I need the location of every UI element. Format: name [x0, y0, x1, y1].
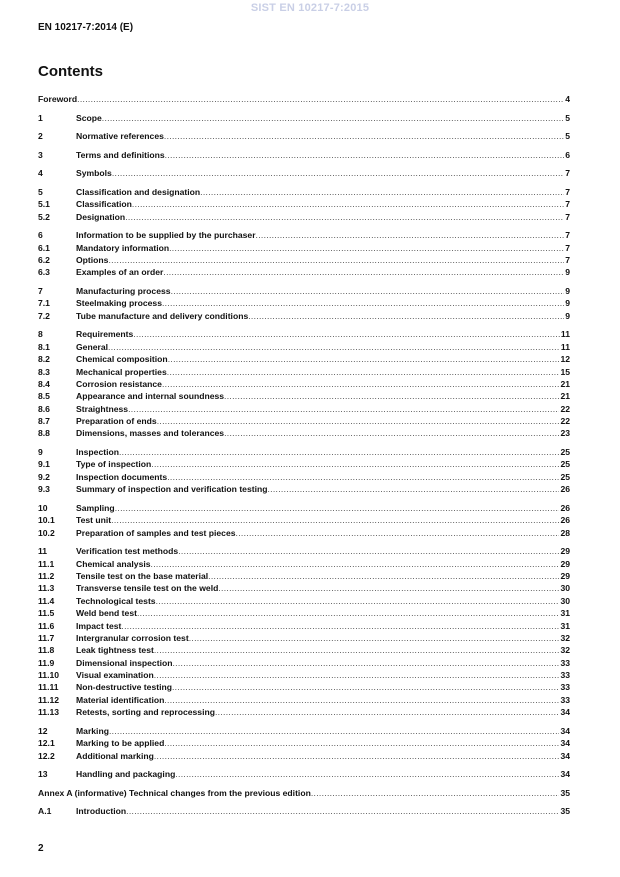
toc-entry[interactable]: [38, 149, 570, 161]
toc-entry[interactable]: [38, 527, 570, 539]
toc-dot-leader: [156, 595, 560, 607]
toc-entry[interactable]: [38, 297, 570, 309]
toc-entry-page: 6: [565, 149, 570, 160]
toc-entry-number: 6: [38, 230, 43, 241]
toc-entry-page: 7: [565, 230, 570, 241]
toc-entry-label: Requirements: [76, 329, 134, 340]
toc-entry-page: 34: [560, 738, 570, 749]
toc-entry-label: Normative references: [76, 131, 164, 142]
toc-entry[interactable]: [38, 167, 570, 179]
toc-entry[interactable]: [38, 669, 570, 681]
toc-entry-number: 11.8: [38, 645, 55, 656]
toc-dot-leader: [164, 737, 559, 749]
toc-entry-label: Introduction: [76, 806, 127, 817]
toc-entry-number: 1: [38, 112, 43, 123]
toc-entry-number: A.1: [38, 806, 52, 817]
toc-entry-page: 21: [560, 378, 570, 389]
toc-dot-leader: [125, 211, 564, 223]
toc-entry-label: Tube manufacture and delivery conditions: [76, 310, 249, 321]
toc-entry-label: Options: [76, 255, 109, 266]
toc-entry-number: 11.12: [38, 694, 60, 705]
toc-entry-page: 23: [560, 428, 570, 439]
toc-entry-label: Appearance and internal soundness: [76, 391, 225, 402]
toc-entry[interactable]: [38, 787, 570, 799]
toc-entry-label: Technological tests: [76, 595, 156, 606]
toc-dot-leader: [171, 285, 565, 297]
toc-entry-number: 7: [38, 286, 43, 296]
toc-entry[interactable]: [38, 254, 570, 266]
toc-entry-label: General: [76, 341, 109, 352]
toc-entry-number: 8: [38, 329, 43, 340]
toc-entry-label: Marking to be applied: [76, 738, 165, 749]
toc-entry-number: 9.2: [38, 471, 50, 482]
toc-entry-number: 11.4: [38, 595, 55, 606]
toc-entry-label: Terms and definitions: [76, 149, 165, 160]
toc-entry-page: 22: [560, 403, 570, 414]
toc-entry-label: Impact test: [76, 620, 122, 631]
toc-entry-number: 6.2: [38, 255, 50, 266]
toc-entry-number: 11.13: [38, 707, 60, 718]
toc-entry[interactable]: [38, 211, 570, 223]
toc-entry-number: 9: [38, 447, 43, 458]
toc-entry-page: 35: [560, 806, 570, 817]
toc-entry[interactable]: [38, 93, 570, 105]
toc-entry-label: Chemical composition: [76, 354, 168, 365]
toc-entry[interactable]: [38, 229, 570, 241]
toc-dot-leader: [154, 669, 560, 681]
toc-entry-label: Preparation of samples and test pieces: [76, 527, 236, 538]
toc-entry-label: Steelmaking process: [76, 298, 162, 309]
toc-entry-page: 29: [560, 570, 570, 581]
toc-entry-page: 11: [560, 341, 570, 352]
toc-entry-label: Inspection documents: [76, 471, 168, 482]
toc-dot-leader: [164, 694, 559, 706]
page-number: 2: [38, 843, 44, 854]
toc-entry[interactable]: [38, 632, 570, 644]
toc-dot-leader: [256, 229, 565, 241]
toc-dot-leader: [128, 403, 559, 415]
toc-entry[interactable]: [38, 446, 570, 458]
toc-entry-page: 34: [560, 707, 570, 718]
toc-dot-leader: [236, 527, 560, 539]
toc-entry-number: 11.10: [38, 670, 60, 681]
toc-entry-page: 7: [565, 211, 570, 222]
toc-entry[interactable]: [38, 582, 570, 594]
toc-entry-page: 22: [560, 416, 570, 427]
toc-entry-page: 9: [565, 267, 570, 278]
toc-entry[interactable]: [38, 694, 570, 706]
toc-dot-leader: [224, 427, 559, 439]
document-id: EN 10217-7:2014 (E): [38, 22, 134, 33]
toc-entry-number: 11.7: [38, 632, 55, 643]
toc-dot-leader: [172, 657, 559, 669]
toc-dot-leader: [189, 632, 560, 644]
toc-dot-leader: [175, 768, 559, 780]
toc-dot-leader: [108, 254, 564, 266]
toc-entry-page: 7: [565, 255, 570, 266]
toc-dot-leader: [248, 310, 564, 322]
toc-entry-page: 29: [560, 558, 570, 569]
toc-dot-leader: [102, 112, 564, 124]
toc-entry-page: 5: [565, 131, 570, 142]
toc-entry-label: Mandatory information: [76, 242, 170, 253]
toc-entry-label: Handling and packaging: [76, 769, 176, 780]
toc-dot-leader: [77, 93, 564, 105]
toc-entry-label: Mechanical properties: [76, 366, 167, 377]
table-of-contents: [38, 93, 570, 818]
toc-entry-number: 7.2: [38, 310, 50, 321]
toc-entry-number: 7.1: [38, 298, 50, 309]
toc-entry-number: 5.1: [38, 199, 50, 210]
toc-entry-page: 35: [560, 787, 570, 798]
toc-entry[interactable]: [38, 595, 570, 607]
toc-dot-leader: [267, 483, 559, 495]
toc-entry-number: 11.11: [38, 682, 59, 693]
toc-dot-leader: [154, 750, 560, 762]
toc-entry-page: 7: [565, 168, 570, 179]
toc-entry-label: Additional marking: [76, 750, 154, 761]
toc-entry[interactable]: [38, 266, 570, 278]
toc-entry[interactable]: [38, 427, 570, 439]
toc-dot-leader: [154, 644, 560, 656]
toc-dot-leader: [111, 514, 559, 526]
toc-entry-label: Straightness: [76, 403, 129, 414]
toc-entry[interactable]: [38, 328, 570, 340]
toc-entry-page: 33: [560, 657, 570, 668]
toc-entry-label: Intergranular corrosion test: [76, 632, 189, 643]
toc-dot-leader: [115, 502, 560, 514]
toc-entry-label: Verification test methods: [76, 546, 179, 557]
toc-entry-page: 32: [560, 645, 570, 656]
toc-entry[interactable]: [38, 768, 570, 780]
toc-entry-page: 9: [565, 298, 570, 309]
toc-entry-label: Non-destructive testing: [76, 682, 172, 693]
toc-entry-number: 12: [38, 725, 48, 736]
toc-entry-page: 28: [560, 527, 570, 538]
toc-entry-label: Sampling: [76, 502, 115, 513]
toc-entry-page: 29: [560, 546, 570, 557]
toc-entry-number: 3: [38, 149, 43, 160]
toc-entry[interactable]: [38, 570, 570, 582]
toc-entry-page: 7: [565, 199, 570, 210]
toc-entry[interactable]: [38, 725, 570, 737]
toc-entry-page: 25: [560, 471, 570, 482]
toc-entry-number: 8.5: [38, 391, 50, 402]
toc-entry-label: Classification and designation: [76, 186, 201, 197]
toc-dot-leader: [126, 805, 559, 817]
toc-entry-page: 4: [565, 94, 570, 104]
toc-entry[interactable]: [38, 644, 570, 656]
toc-entry-number: 6.1: [38, 242, 50, 253]
toc-dot-leader: [162, 297, 564, 309]
toc-entry-page: 26: [560, 502, 570, 513]
toc-dot-leader: [109, 725, 559, 737]
toc-dot-leader: [167, 366, 560, 378]
toc-entry-number: 8.2: [38, 354, 50, 365]
toc-entry-page: 34: [560, 750, 570, 761]
page-title: Contents: [38, 63, 103, 80]
toc-dot-leader: [112, 167, 564, 179]
toc-entry[interactable]: [38, 198, 570, 210]
toc-dot-leader: [137, 607, 559, 619]
toc-entry[interactable]: [38, 514, 570, 526]
toc-entry[interactable]: [38, 353, 570, 365]
toc-entry[interactable]: [38, 502, 570, 514]
toc-entry-label: Symbols: [76, 168, 112, 179]
toc-dot-leader: [311, 787, 560, 799]
toc-entry-number: 8.1: [38, 341, 50, 352]
toc-entry-page: 15: [560, 366, 570, 377]
toc-dot-leader: [167, 471, 559, 483]
toc-entry-number: 11.6: [38, 620, 55, 631]
toc-entry-page: 9: [565, 286, 570, 296]
toc-entry[interactable]: [38, 471, 570, 483]
toc-entry-label: Visual examination: [76, 670, 154, 681]
toc-entry-page: 26: [560, 515, 570, 526]
toc-entry-page: 11: [560, 329, 570, 340]
toc-entry-label: Weld bend test: [76, 608, 137, 619]
toc-entry-page: 33: [560, 670, 570, 681]
toc-entry-page: 34: [560, 769, 570, 780]
toc-entry-page: 25: [560, 459, 570, 470]
toc-entry-label: Dimensions, masses and tolerances: [76, 428, 225, 439]
toc-dot-leader: [162, 378, 559, 390]
toc-entry-number: 12.2: [38, 750, 55, 761]
toc-entry[interactable]: [38, 130, 570, 142]
toc-entry-label: Corrosion resistance: [76, 378, 162, 389]
toc-entry-page: 7: [565, 242, 570, 253]
toc-entry[interactable]: [38, 607, 570, 619]
toc-dot-leader: [215, 706, 559, 718]
toc-entry[interactable]: [38, 620, 570, 632]
toc-entry-label: Foreword: [38, 94, 78, 104]
toc-entry-page: 32: [560, 632, 570, 643]
toc-entry-page: 7: [565, 186, 570, 197]
toc-dot-leader: [151, 458, 559, 470]
toc-entry-page: 30: [560, 595, 570, 606]
toc-dot-leader: [157, 415, 560, 427]
toc-entry[interactable]: [38, 681, 570, 693]
toc-entry[interactable]: [38, 483, 570, 495]
toc-entry-label: Dimensional inspection: [76, 657, 173, 668]
toc-entry-number: 11: [38, 546, 48, 557]
toc-entry-number: 10: [38, 502, 48, 513]
toc-dot-leader: [224, 390, 559, 402]
toc-entry[interactable]: [38, 390, 570, 402]
toc-entry-label: Classification: [76, 199, 132, 210]
toc-entry-number: 11.5: [38, 608, 55, 619]
toc-dot-leader: [208, 570, 559, 582]
toc-entry-label: Tensile test on the base material: [76, 570, 209, 581]
toc-entry[interactable]: [38, 378, 570, 390]
toc-entry-page: 12: [560, 354, 570, 365]
toc-entry[interactable]: [38, 545, 570, 557]
toc-entry[interactable]: [38, 737, 570, 749]
toc-entry[interactable]: [38, 403, 570, 415]
toc-dot-leader: [200, 186, 564, 198]
toc-entry-number: 8.6: [38, 403, 50, 414]
toc-entry-page: 33: [560, 694, 570, 705]
toc-dot-leader: [108, 341, 560, 353]
toc-entry-page: 21: [560, 391, 570, 402]
toc-entry-label: Chemical analysis: [76, 558, 151, 569]
toc-dot-leader: [168, 353, 560, 365]
toc-entry-number: 8.4: [38, 378, 50, 389]
toc-entry-number: 5.2: [38, 211, 50, 222]
toc-dot-leader: [169, 242, 564, 254]
toc-entry-label: Leak tightness test: [76, 645, 154, 656]
toc-entry-label: Preparation of ends: [76, 416, 157, 427]
toc-entry-number: 10.1: [38, 515, 55, 526]
toc-entry-number: 8.8: [38, 428, 50, 439]
toc-entry-label: Manufacturing process: [76, 286, 171, 296]
toc-dot-leader: [133, 328, 560, 340]
toc-entry[interactable]: [38, 186, 570, 198]
toc-entry-number: 4: [38, 168, 43, 179]
toc-entry-label: Marking: [76, 725, 109, 736]
watermark: SIST EN 10217-7:2015: [250, 2, 370, 14]
toc-entry-page: 26: [560, 484, 570, 495]
toc-entry-number: 6.3: [38, 267, 50, 278]
toc-entry-label: Scope: [76, 112, 102, 123]
toc-dot-leader: [218, 582, 559, 594]
toc-entry-number: 8.3: [38, 366, 50, 377]
toc-entry-label: Inspection: [76, 447, 119, 458]
toc-entry-page: 5: [565, 112, 570, 123]
toc-entry-label: Test unit: [76, 515, 112, 526]
toc-entry-label: Type of inspection: [76, 459, 152, 470]
toc-entry-number: 9.1: [38, 459, 50, 470]
toc-dot-leader: [119, 446, 559, 458]
toc-entry-label: Examples of an order: [76, 267, 164, 278]
toc-entry[interactable]: [38, 310, 570, 322]
toc-entry-page: 9: [565, 310, 570, 321]
toc-entry-label: Information to be supplied by the purchaser: [76, 230, 256, 241]
toc-entry[interactable]: [38, 242, 570, 254]
toc-entry-label: Designation: [76, 211, 126, 222]
toc-entry-number: 2: [38, 131, 43, 142]
toc-entry-page: 25: [560, 447, 570, 458]
toc-dot-leader: [164, 130, 564, 142]
toc-dot-leader: [151, 558, 560, 570]
toc-entry[interactable]: [38, 285, 570, 297]
toc-entry-number: 11.2: [38, 570, 55, 581]
toc-dot-leader: [178, 545, 559, 557]
toc-entry[interactable]: [38, 657, 570, 669]
toc-entry[interactable]: [38, 366, 570, 378]
toc-entry-number: 11.3: [38, 583, 55, 594]
toc-entry-number: 5: [38, 186, 43, 197]
toc-dot-leader: [172, 681, 559, 693]
toc-dot-leader: [165, 149, 565, 161]
toc-entry[interactable]: [38, 341, 570, 353]
toc-entry-page: 34: [560, 725, 570, 736]
toc-entry[interactable]: [38, 415, 570, 427]
toc-entry[interactable]: [38, 750, 570, 762]
toc-entry-number: 8.7: [38, 416, 50, 427]
toc-entry-page: 33: [560, 682, 570, 693]
toc-entry-number: 11.9: [38, 657, 55, 668]
toc-entry-number: 13: [38, 769, 48, 780]
toc-dot-leader: [121, 620, 559, 632]
toc-entry-label: Summary of inspection and verification testing: [76, 484, 268, 495]
toc-entry-label: Retests, sorting and reprocessing: [76, 707, 215, 718]
toc-entry-label: Annex A (informative) Technical changes from the previous edition: [38, 787, 311, 798]
toc-entry[interactable]: [38, 706, 570, 718]
toc-entry-page: 31: [560, 608, 570, 619]
toc-entry-number: 12.1: [38, 738, 55, 749]
toc-entry-number: 11.1: [38, 558, 55, 569]
toc-entry-label: Transverse tensile test on the weld: [76, 583, 219, 594]
toc-entry-page: 31: [560, 620, 570, 631]
toc-entry-page: 30: [560, 583, 570, 594]
toc-entry[interactable]: [38, 805, 570, 817]
toc-entry[interactable]: [38, 458, 570, 470]
toc-entry-number: 10.2: [38, 527, 55, 538]
toc-dot-leader: [132, 198, 564, 210]
toc-dot-leader: [163, 266, 564, 278]
toc-entry[interactable]: [38, 558, 570, 570]
toc-entry[interactable]: [38, 112, 570, 124]
toc-entry-label: Material identification: [76, 694, 165, 705]
toc-entry-number: 9.3: [38, 484, 50, 495]
